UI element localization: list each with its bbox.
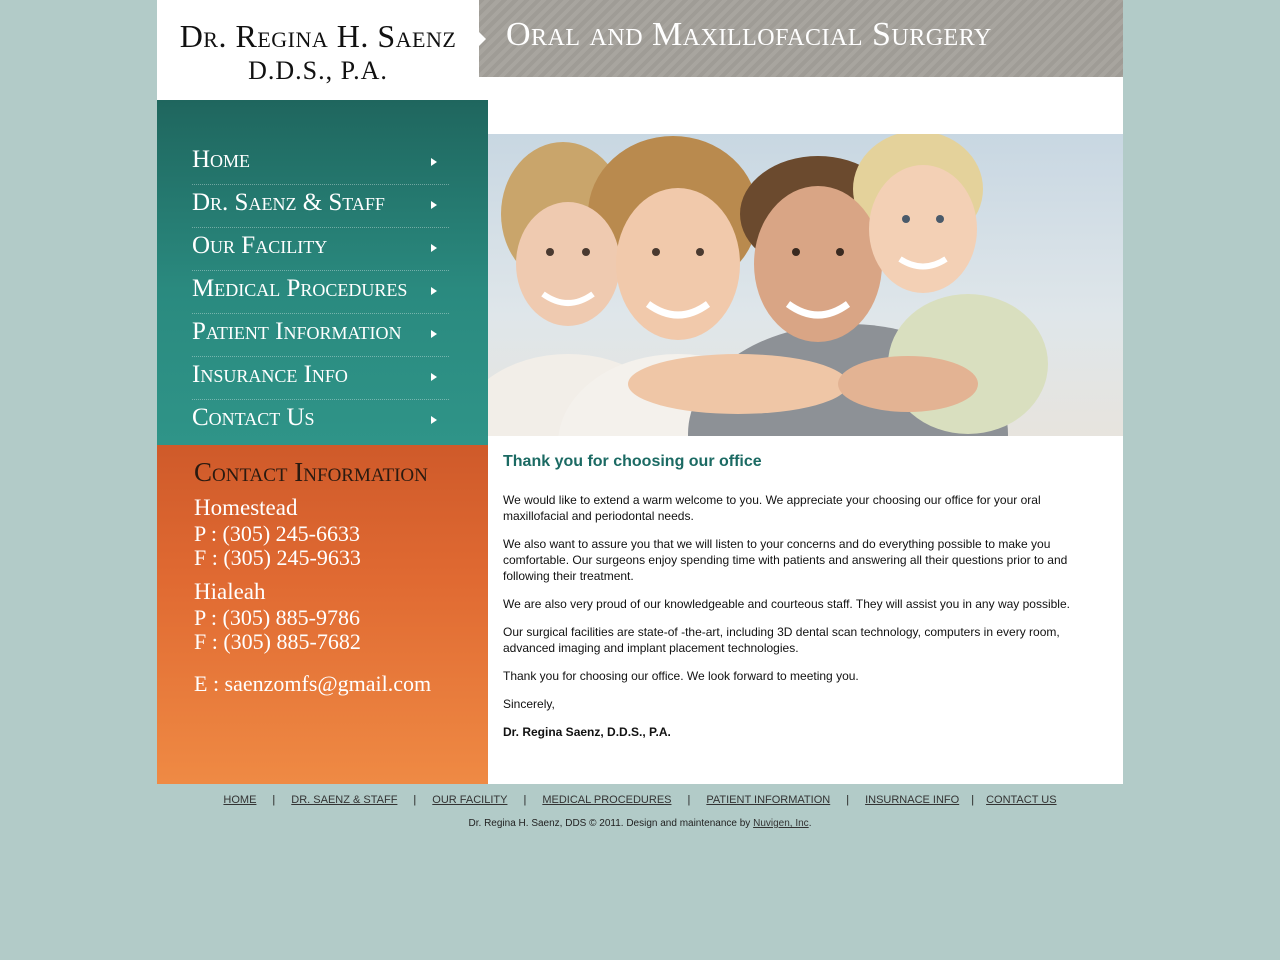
nav-item-procedures[interactable] (192, 271, 449, 314)
article-signature: Dr. Regina Saenz, D.D.S., P.A. (503, 725, 671, 739)
nav-item-insurance[interactable] (192, 357, 449, 400)
nav-item-label: Contact Us (192, 404, 315, 431)
nav-item-staff[interactable] (192, 185, 449, 228)
nav-item-label: Insurance Info (192, 361, 348, 388)
nav-item-label: Medical Procedures (192, 275, 408, 302)
footer-separator: | (687, 794, 691, 806)
nav-item-contact[interactable] (192, 400, 449, 442)
nav-item-label: Dr. Saenz & Staff (192, 189, 385, 216)
nav-item-facility[interactable] (192, 228, 449, 271)
site-logo[interactable] (157, 0, 479, 100)
article-paragraph: We would like to extend a warm welcome to you. We appreciate your choosing our office for your oral maxillofacial and periodontal needs. (503, 493, 1041, 523)
footer-link-procedures[interactable]: MEDICAL PROCEDURES (542, 794, 672, 806)
article-paragraph: Thank you for choosing our office. We look forward to meeting you. (503, 669, 859, 683)
footer-separator: | (523, 794, 527, 806)
footer-separator: | (413, 794, 417, 806)
location-homestead: Homestead (194, 495, 298, 520)
hero-family-photo (488, 134, 1123, 436)
homestead-phone: P : (305) 245-6633 (194, 521, 361, 546)
arrow-right-icon (431, 416, 437, 424)
family-photo-icon (488, 134, 1123, 436)
nav-item-patient-info[interactable] (192, 314, 449, 357)
nav-item-label: Our Facility (192, 232, 328, 259)
copyright-text: Dr. Regina H. Saenz, DDS © 2011. Design and maintenance by (468, 818, 751, 829)
footer-nav (0, 794, 1280, 806)
header-banner (479, 0, 1123, 77)
footer-link-facility[interactable]: OUR FACILITY (432, 794, 508, 806)
page-container (157, 0, 1123, 784)
footer-separator: | (971, 794, 975, 806)
contact-information-box (157, 445, 488, 784)
arrow-right-icon (431, 244, 437, 252)
footer-link-contact[interactable]: CONTACT US (986, 794, 1057, 806)
article-paragraph: We are also very proud of our knowledgeable and courteous staff. They will assist you in any way possible. (503, 597, 1070, 611)
sidebar-nav (157, 100, 488, 445)
footer-separator: | (846, 794, 850, 806)
footer-separator: | (272, 794, 276, 806)
contact-heading: Contact Information (194, 457, 428, 487)
article-paragraph: We also want to assure you that we will listen to your concerns and do everything possible to make you comfortable. Our surgeons enjoy spending time with patients and answering all their questions prior to and following their treatment. (503, 537, 1068, 583)
nav-item-label: Patient Information (192, 318, 402, 345)
footer-link-insurance[interactable]: INSURNACE INFO (865, 794, 960, 806)
homestead-fax: F : (305) 245-9633 (194, 545, 361, 570)
nav-item-home[interactable] (192, 142, 449, 185)
footer-link-patient-info[interactable]: PATIENT INFORMATION (706, 794, 831, 806)
article-paragraph: Our surgical facilities are state-of -the-art, including 3D dental scan technology, computers in every room, advanced imaging and implant placement technologies. (503, 625, 1060, 655)
arrow-right-icon (431, 287, 437, 295)
arrow-right-icon (431, 373, 437, 381)
arrow-right-icon (431, 201, 437, 209)
footer-link-home[interactable]: HOME (223, 794, 257, 806)
hialeah-fax: F : (305) 885-7682 (194, 629, 361, 654)
arrow-right-icon (431, 158, 437, 166)
banner-title: Oral and Maxillofacial Surgery (506, 16, 992, 53)
copyright-line (0, 818, 1280, 829)
footer-link-staff[interactable]: DR. SAENZ & STAFF (291, 794, 398, 806)
nav-item-label: Home (192, 146, 251, 173)
logo-name: Dr. Regina H. Saenz (179, 18, 457, 54)
article-title: Thank you for choosing our office (503, 453, 762, 470)
location-hialeah: Hialeah (194, 579, 266, 604)
credit-link[interactable]: Nuvigen, Inc (753, 818, 809, 829)
contact-email[interactable]: E : saenzomfs@gmail.com (194, 671, 432, 696)
arrow-right-icon (431, 330, 437, 338)
article-closing: Sincerely, (503, 697, 555, 711)
welcome-article (503, 454, 1093, 752)
logo-credentials: D.D.S., P.A. (248, 56, 388, 85)
hialeah-phone: P : (305) 885-9786 (194, 605, 361, 630)
arrow-right-icon (477, 30, 486, 48)
credit-suffix: . (808, 818, 812, 829)
